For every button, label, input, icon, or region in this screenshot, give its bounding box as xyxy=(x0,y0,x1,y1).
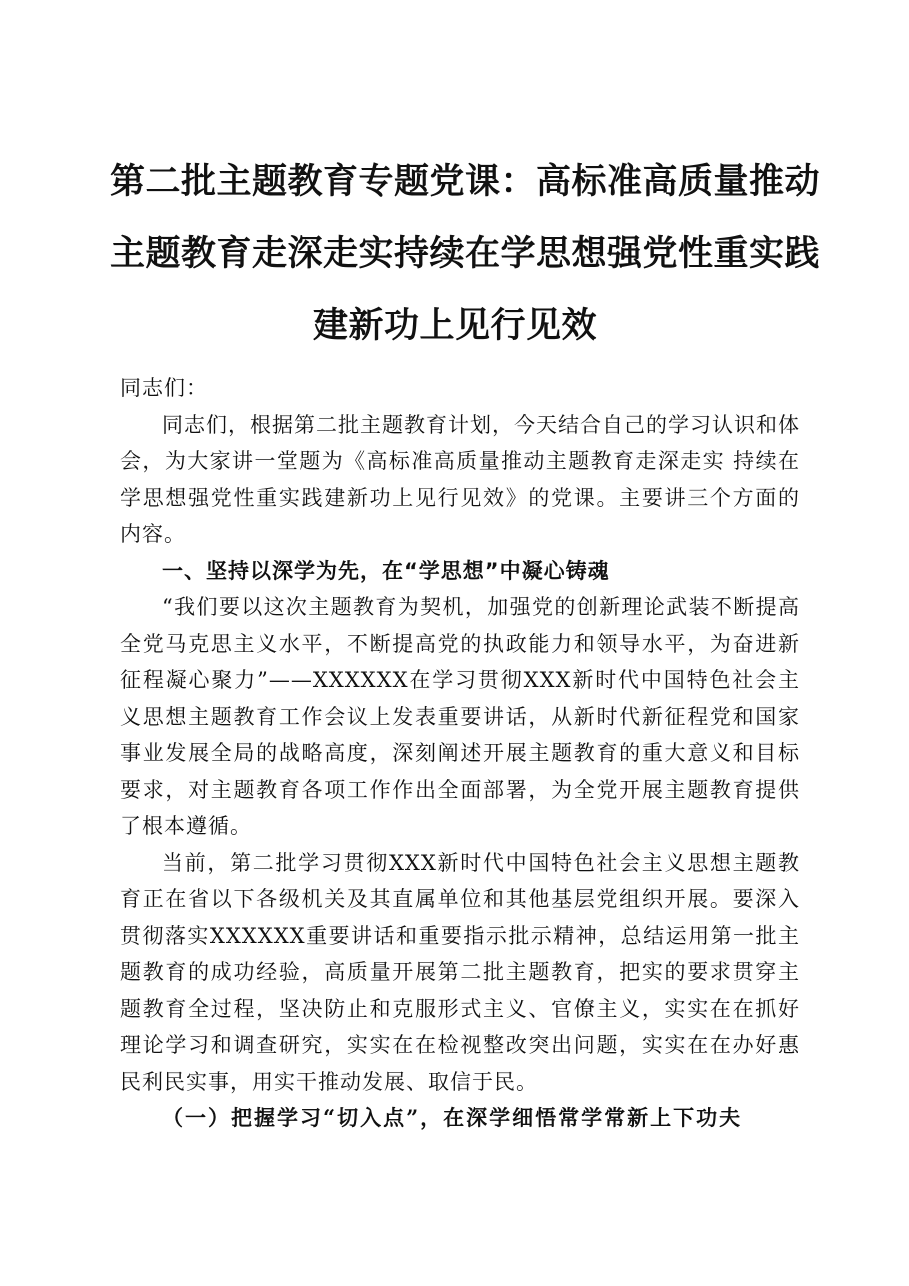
title-line-3: 建新功上见行见效 xyxy=(312,306,597,346)
section-heading-1: 一、坚持以深学为先，在“学思想”中凝心铸魂 xyxy=(162,558,610,583)
greeting: 同志们： xyxy=(120,376,208,400)
document-body xyxy=(120,370,800,1137)
title-line-1: 第二批主题教育专题党课：高标准高质量推动 xyxy=(110,162,821,202)
document-title xyxy=(110,146,821,362)
body-paragraph-2: 当前，第二批学习贯彻XXX新时代中国特色社会主义思想主题教育正在省以下各级机关及其直属单位和其他基层党组织开展。要深入贯彻落实XXXXXX重要讲话和重要指示批示精神，总结运用第一批主题教育的成功经验，高质量开展第二批主题教育，把实的要求贯穿主题教育全过程，坚决防止和克服形式主义、官僚主义，实实在在抓好理论学习和调查研究，实实在在检视整改突出问题，实实在在办好惠民利民实事，用实干推动发展、取信于民。 xyxy=(120,850,800,1094)
intro-paragraph: 同志们，根据第二批主题教育计划，今天结合自己的学习认识和体会，为大家讲一堂题为《高标准高质量推动主题教育走深走实 持续在学思想强党性重实践建新功上见行见效》的党课。主要讲三个方面的内容。 xyxy=(120,412,800,546)
subsection-heading-1: （一）把握学习“切入点”，在深学细悟常学常新上下功夫 xyxy=(162,1105,743,1130)
body-paragraph-1: “我们要以这次主题教育为契机，加强党的创新理论武装不断提高全党马克思主义水平，不断提高党的执政能力和领导水平，为奋进新征程凝心聚力”——XXXXXX在学习贯彻XXX新时代中国特色社会主义思想主题教育工作会议上发表重要讲话，从新时代新征程党和国家事业发展全局的战略高度，深刻阐述开展主题教育的重大意义和目标要求，对主题教育各项工作作出全面部署，为全党开展主题教育提供了根本遵循。 xyxy=(120,595,800,838)
title-line-2: 主题教育走深走实持续在学思想强党性重实践 xyxy=(110,234,821,274)
